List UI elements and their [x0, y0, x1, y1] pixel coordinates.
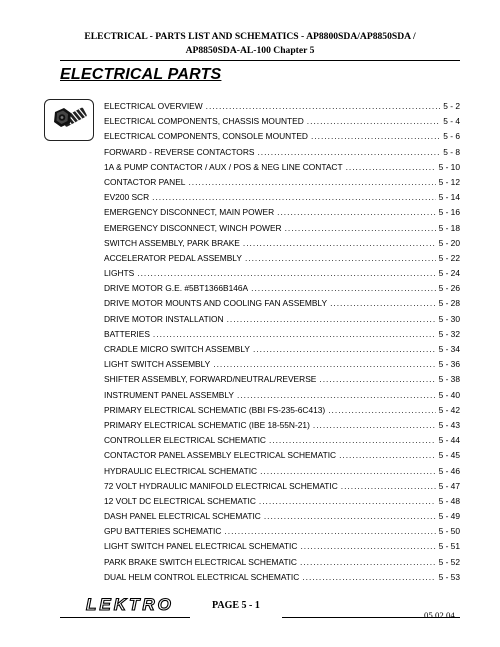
footer-divider-left	[60, 617, 190, 618]
toc-entry-page: 5 - 48	[438, 495, 460, 506]
toc-entry-title: DRIVE MOTOR MOUNTS AND COOLING FAN ASSEMBLY	[104, 298, 328, 309]
section-title: ELECTRICAL PARTS	[60, 66, 222, 83]
toc-entry-page: 5 - 49	[438, 511, 460, 522]
toc-entry-page: 5 - 46	[438, 465, 460, 476]
toc-entry[interactable]	[104, 268, 460, 283]
toc-entry-page: 5 - 2	[443, 101, 460, 111]
toc-entry[interactable]	[104, 131, 460, 146]
toc-leader-dots	[224, 526, 435, 536]
toc-leader-dots	[243, 238, 436, 248]
toc-entry[interactable]	[104, 253, 460, 268]
toc-leader-dots	[237, 390, 436, 400]
toc-entry-title: SWITCH ASSEMBLY, PARK BRAKE	[104, 237, 240, 248]
toc-entry-title: DUAL HELM CONTROL ELECTRICAL SCHEMATIC	[104, 571, 300, 582]
toc-entry-title: PARK BRAKE SWITCH ELECTRICAL SCHEMATIC	[104, 556, 297, 567]
toc-entry-title: DRIVE MOTOR INSTALLATION	[104, 313, 224, 324]
toc-entry-page: 5 - 51	[438, 541, 460, 552]
toc-entry-page: 5 - 36	[438, 359, 460, 370]
toc-entry[interactable]	[104, 526, 460, 541]
toc-leader-dots	[257, 147, 440, 157]
page-number: PAGE 5 - 1	[212, 600, 260, 611]
toc-entry-title: LIGHT SWITCH ASSEMBLY	[104, 359, 211, 370]
toc-entry-title: PRIMARY ELECTRICAL SCHEMATIC (BBI FS-235-6C413)	[104, 404, 326, 415]
toc-leader-dots	[251, 283, 435, 293]
toc-leader-dots	[253, 344, 436, 354]
toc-leader-dots	[260, 466, 435, 476]
toc-entry[interactable]	[104, 572, 460, 587]
toc-entry-title: CRADLE MICRO SWITCH ASSEMBLY	[104, 344, 250, 354]
toc-entry-title: EMERGENCY DISCONNECT, WINCH POWER	[104, 222, 282, 233]
toc-leader-dots	[300, 541, 435, 551]
toc-entry-page: 5 - 43	[438, 419, 460, 430]
toc-entry[interactable]	[104, 207, 460, 222]
header-line-1: ELECTRICAL - PARTS LIST AND SCHEMATICS - AP8800SDA/AP8850SDA /	[84, 31, 416, 42]
toc-entry-title: CONTROLLER ELECTRICAL SCHEMATIC	[104, 435, 266, 446]
toc-leader-dots	[330, 298, 436, 308]
toc-entry[interactable]	[104, 450, 460, 465]
lektro-logo: LEKTRO	[86, 595, 174, 614]
toc-entry-title: EV200 SCR	[104, 192, 150, 203]
toc-entry[interactable]	[104, 420, 460, 435]
header-line-2: AP8850SDA-AL-100 Chapter 5	[185, 45, 315, 56]
toc-leader-dots	[137, 268, 435, 278]
toc-entry-title: INSTRUMENT PANEL ASSEMBLY	[104, 389, 234, 400]
toc-entry-title: ELECTRICAL COMPONENTS, CHASSIS MOUNTED	[104, 116, 304, 127]
toc-entry-page: 5 - 28	[438, 298, 460, 309]
toc-leader-dots	[206, 101, 441, 111]
toc-leader-dots	[153, 329, 436, 339]
page-header	[30, 30, 470, 58]
toc-entry-title: 72 VOLT HYDRAULIC MANIFOLD ELECTRICAL SCHEMATIC	[104, 480, 338, 491]
toc-entry-page: 5 - 38	[438, 374, 460, 385]
toc-entry-title: LIGHTS	[104, 268, 135, 279]
toc-entry[interactable]	[104, 541, 460, 556]
toc-entry-page: 5 - 50	[438, 526, 460, 537]
toc-entry[interactable]	[104, 466, 460, 481]
toc-leader-dots	[300, 557, 436, 567]
toc-leader-dots	[269, 435, 436, 445]
toc-leader-dots	[307, 116, 440, 126]
toc-entry-page: 5 - 30	[438, 313, 460, 324]
toc-leader-dots	[152, 192, 435, 202]
toc-leader-dots	[213, 359, 435, 369]
toc-entry-page: 5 - 10	[438, 161, 460, 172]
toc-entry[interactable]	[104, 557, 460, 572]
toc-entry-title: LIGHT SWITCH PANEL ELECTRICAL SCHEMATIC	[104, 541, 298, 552]
toc-entry-page: 5 - 40	[438, 389, 460, 400]
toc-entry-title: EMERGENCY DISCONNECT, MAIN POWER	[104, 207, 275, 218]
toc-leader-dots	[227, 314, 436, 324]
toc-leader-dots	[341, 481, 436, 491]
toc-entry-title: BATTERIES	[104, 328, 150, 339]
toc-entry-title: ELECTRICAL COMPONENTS, CONSOLE MOUNTED	[104, 131, 308, 142]
toc-entry-page: 5 - 32	[438, 328, 460, 339]
header-divider	[60, 60, 460, 61]
toc-entry-title: CONTACTOR PANEL	[104, 176, 186, 187]
toc-entry-title: 1A & PUMP CONTACTOR / AUX / POS & NEG LINE CONTACT	[104, 161, 343, 172]
toc-entry-page: 5 - 8	[443, 146, 460, 157]
toc-leader-dots	[313, 420, 436, 430]
toc-entry[interactable]	[104, 435, 460, 450]
toc-entry-page: 5 - 12	[438, 176, 460, 187]
toc-entry-page: 5 - 45	[438, 450, 460, 461]
toc-entry-title: PRIMARY ELECTRICAL SCHEMATIC (IBE 18-55N-21)	[104, 419, 310, 430]
toc-entry-title: SHIFTER ASSEMBLY, FORWARD/NEUTRAL/REVERSE	[104, 374, 317, 385]
toc-entry[interactable]	[104, 405, 460, 420]
toc-leader-dots	[259, 496, 436, 506]
toc-entry[interactable]	[104, 374, 460, 389]
toc-entry-page: 5 - 26	[438, 283, 460, 294]
toc-entry[interactable]	[104, 238, 460, 253]
toc-entry[interactable]	[104, 329, 460, 344]
toc-entry-page: 5 - 22	[438, 252, 460, 263]
toc-leader-dots	[328, 405, 435, 415]
toc-entry-page: 5 - 18	[438, 222, 460, 233]
table-of-contents	[104, 101, 460, 587]
toc-leader-dots	[339, 450, 436, 460]
toc-leader-dots	[188, 177, 435, 187]
toc-entry-page: 5 - 6	[443, 131, 460, 142]
toc-entry[interactable]	[104, 162, 460, 177]
toc-entry-title: FORWARD - REVERSE CONTACTORS	[104, 146, 255, 157]
toc-entry-page: 5 - 14	[438, 192, 460, 203]
toc-entry[interactable]	[104, 116, 460, 131]
toc-entry-title: HYDRAULIC ELECTRICAL SCHEMATIC	[104, 465, 258, 476]
toc-entry[interactable]	[104, 511, 460, 526]
toc-entry[interactable]	[104, 496, 460, 511]
toc-entry[interactable]	[104, 481, 460, 496]
toc-entry[interactable]	[104, 359, 460, 374]
toc-entry-title: GPU BATTERIES SCHEMATIC	[104, 526, 222, 537]
toc-entry-title: DRIVE MOTOR G.E. #5BT1366B146A	[104, 283, 249, 294]
toc-entry[interactable]	[104, 101, 460, 116]
toc-leader-dots	[285, 223, 436, 233]
toc-entry-page: 5 - 52	[438, 556, 460, 567]
toc-entry-page: 5 - 16	[438, 207, 460, 218]
toc-entry-page: 5 - 4	[443, 116, 460, 127]
toc-entry-page: 5 - 44	[438, 435, 460, 446]
toc-leader-dots	[319, 374, 435, 384]
toc-entry-title: ACCELERATOR PEDAL ASSEMBLY	[104, 252, 242, 263]
toc-entry[interactable]	[104, 147, 460, 162]
toc-entry[interactable]	[104, 314, 460, 329]
bolt-and-nut-icon	[44, 99, 94, 141]
toc-entry-title: DASH PANEL ELECTRICAL SCHEMATIC	[104, 511, 261, 522]
toc-entry-title: 12 VOLT DC ELECTRICAL SCHEMATIC	[104, 495, 256, 506]
toc-entry[interactable]	[104, 177, 460, 192]
toc-entry[interactable]	[104, 223, 460, 238]
toc-entry-page: 5 - 20	[438, 237, 460, 248]
toc-entry[interactable]	[104, 390, 460, 405]
toc-entry-page: 5 - 42	[438, 404, 460, 415]
toc-entry-title: ELECTRICAL OVERVIEW	[104, 101, 203, 111]
revision-date: 05.02.04	[424, 610, 455, 620]
toc-leader-dots	[311, 131, 440, 141]
toc-entry[interactable]	[104, 344, 460, 359]
toc-leader-dots	[264, 511, 436, 521]
toc-entry-page: 5 - 24	[438, 268, 460, 279]
toc-entry-page: 5 - 34	[438, 344, 460, 354]
toc-entry[interactable]	[104, 298, 460, 313]
toc-entry[interactable]	[104, 283, 460, 298]
toc-entry[interactable]	[104, 192, 460, 207]
toc-leader-dots	[245, 253, 436, 263]
toc-leader-dots	[346, 162, 436, 172]
toc-entry-title: CONTACTOR PANEL ASSEMBLY ELECTRICAL SCHEMATIC	[104, 450, 337, 461]
toc-entry-page: 5 - 47	[438, 480, 460, 491]
toc-leader-dots	[302, 572, 435, 582]
toc-entry-page: 5 - 53	[438, 571, 460, 582]
toc-leader-dots	[277, 207, 435, 217]
